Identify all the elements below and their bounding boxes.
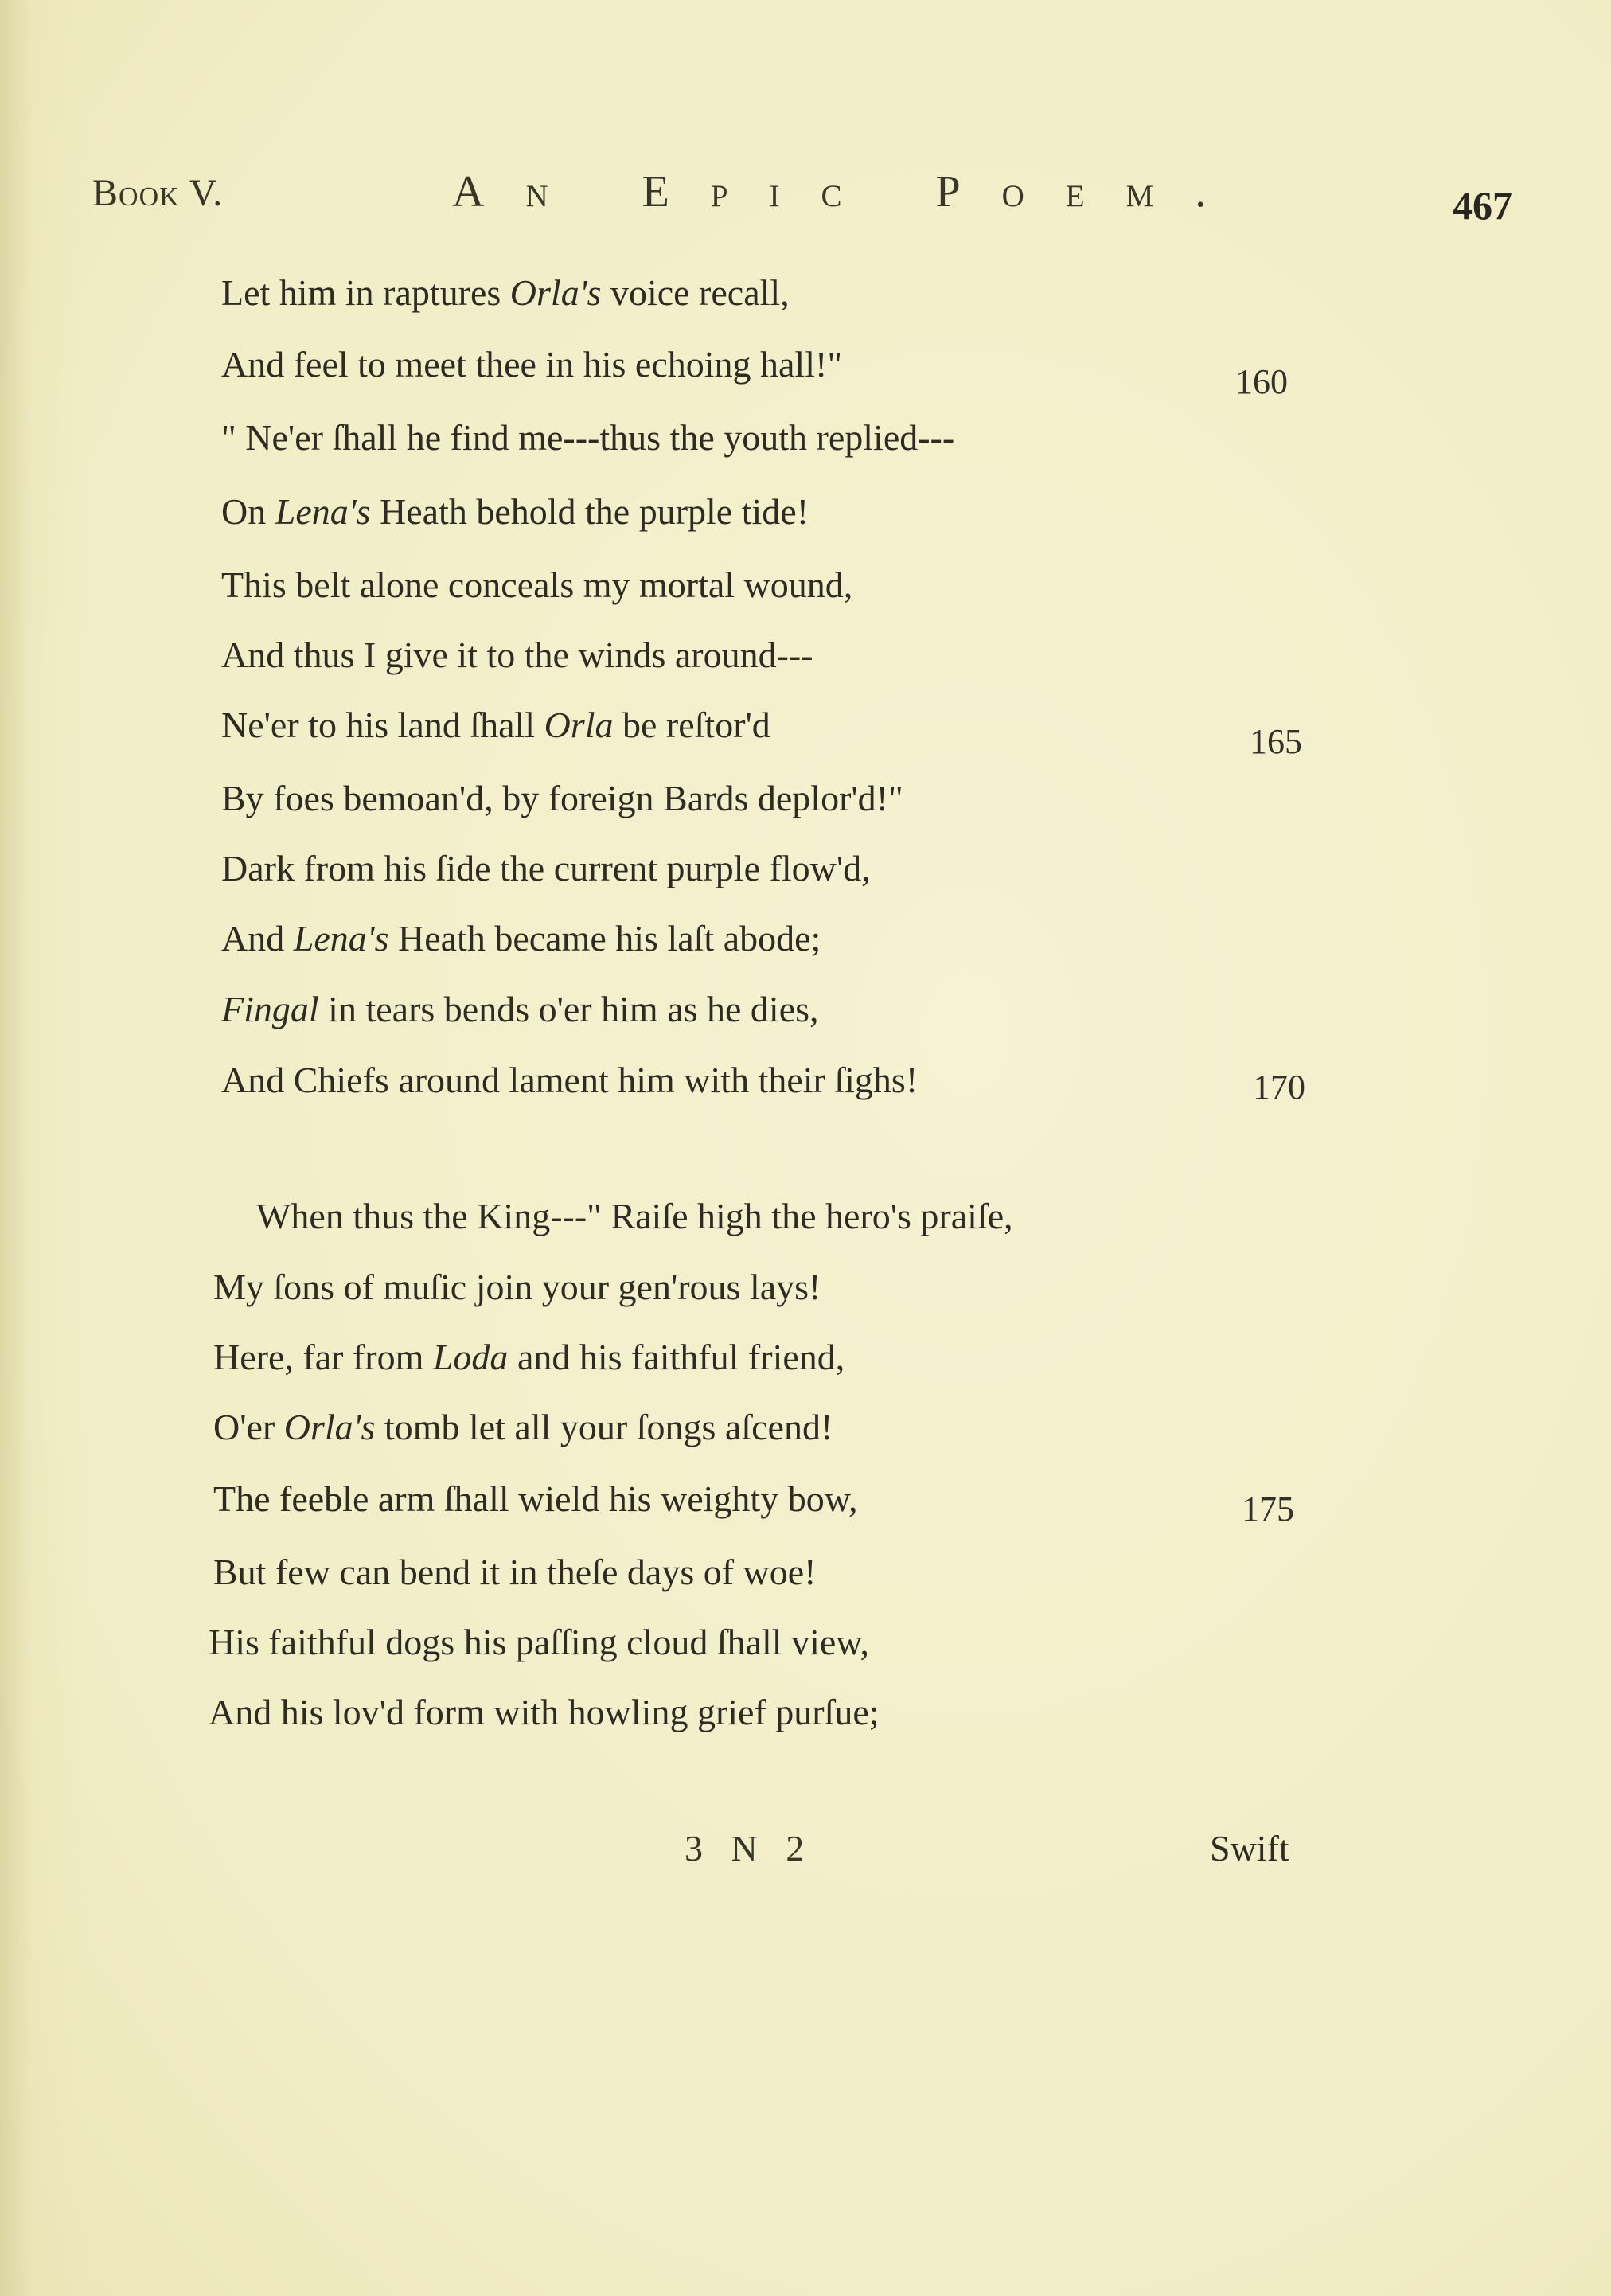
verse-line: Dark from his ſide the current purple flow'd,: [221, 848, 871, 888]
verse-line: By foes bemoan'd, by foreign Bards deplor'd!": [221, 778, 903, 818]
verse-line: When thus the King---" Raiſe high the hero's praiſe,: [256, 1196, 1013, 1236]
verse-line: This belt alone conceals my mortal wound,: [221, 564, 853, 605]
verse-line: Let him in raptures Orla's voice recall,: [221, 272, 790, 313]
line-number: 170: [1253, 1068, 1305, 1107]
line-number: 165: [1250, 722, 1302, 761]
verse-line: His faithful dogs his paſſing cloud ſhall view,: [209, 1622, 870, 1662]
verse-line: The feeble arm ſhall wield his weighty bow,: [213, 1478, 858, 1519]
verse-line: And Lena's Heath became his laſt abode;: [221, 918, 821, 959]
verse-line: Fingal in tears bends o'er him as he dies,: [221, 989, 819, 1029]
verse-line: But few can bend it in theſe days of woe!: [213, 1552, 817, 1592]
running-header: [0, 163, 1611, 227]
page-number: 467: [1453, 183, 1512, 228]
verse-line: Here, far from Loda and his faithful friend,: [213, 1337, 845, 1377]
verse-line: My ſons of muſic join your gen'rous lays!: [213, 1267, 821, 1307]
verse-line: Ne'er to his land ſhall Orla be reſtor'd: [221, 705, 770, 745]
verse-line: And Chiefs around lament him with their ſighs!: [221, 1060, 919, 1100]
printer-signature: 3 N 2: [685, 1828, 814, 1868]
verse-line: And his lov'd form with howling grief purſue;: [209, 1692, 880, 1732]
verse-line: And thus I give it to the winds around---: [221, 635, 813, 675]
running-title: An Epic Poem.: [452, 167, 1248, 217]
verse-line: " Ne'er ſhall he find me---thus the youth replied---: [221, 417, 955, 458]
verse-line: And feel to meet thee in his echoing hall!": [221, 344, 843, 385]
line-number: 175: [1242, 1490, 1294, 1529]
line-number: 160: [1235, 362, 1288, 401]
verse-line: On Lena's Heath behold the purple tide!: [221, 491, 809, 532]
catchword: Swift: [1210, 1828, 1289, 1868]
verse-line: O'er Orla's tomb let all your ſongs aſcend!: [213, 1407, 833, 1447]
book-label: Book V.: [92, 172, 224, 214]
